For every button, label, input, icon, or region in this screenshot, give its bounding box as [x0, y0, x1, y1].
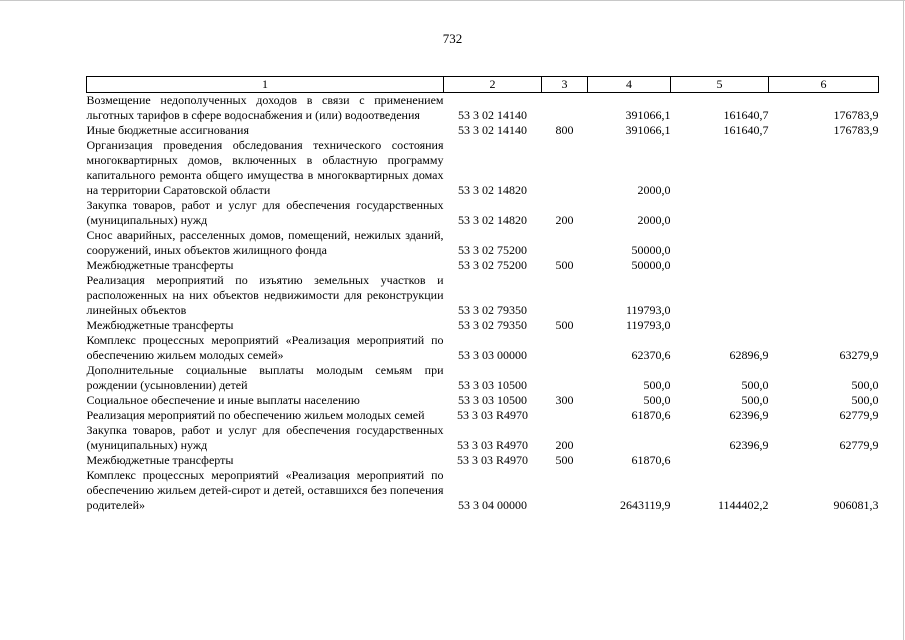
row-expense-type: 200 [555, 213, 574, 227]
row-name: Реализация мероприятий по изъятию земельных участков и расположенных на них объектов недвижимости для реконструкции линейных объектов [86, 273, 444, 317]
row-code: 53 3 03 10500 [458, 393, 527, 407]
table-row [87, 138, 879, 198]
row-code: 53 3 02 14820 [458, 213, 527, 227]
row-expense-type [542, 228, 588, 258]
row-name: Межбюджетные трансферты [86, 318, 234, 332]
row-value-2023: 500,0 [643, 378, 671, 392]
row-value-2023: 119793,0 [625, 318, 671, 332]
row-value-2023: 50000,0 [631, 243, 671, 257]
table-row [87, 453, 879, 468]
row-expense-type [542, 93, 588, 124]
row-name: Комплекс процессных мероприятий «Реализация мероприятий по обеспечению жильем детей-сирот и детей, оставшихся без попечения родителей» [86, 468, 444, 512]
row-name: Организация проведения обследования технического состояния многоквартирных домов, включенных в областную программу капитального ремонта общего имущества в многоквартирных домах на территории Саратовской области [86, 138, 444, 197]
row-value-2024 [671, 273, 769, 318]
row-code: 53 3 02 14820 [458, 183, 527, 197]
row-code: 53 3 03 R4970 [456, 408, 528, 422]
table-row [87, 468, 879, 513]
row-expense-type: 300 [555, 393, 574, 407]
row-name: Иные бюджетные ассигнования [86, 123, 249, 137]
row-value-2025: 176783,9 [833, 108, 879, 122]
row-code: 53 3 04 00000 [458, 498, 527, 512]
column-header-1: 1 [87, 77, 444, 93]
column-header-6: 6 [769, 77, 879, 93]
row-code: 53 3 02 14140 [458, 123, 527, 137]
row-name: Реализация мероприятий по обеспечению жильем молодых семей [86, 408, 425, 422]
row-expense-type: 500 [555, 258, 574, 272]
row-name: Закупка товаров, работ и услуг для обеспечения государственных (муниципальных) нужд [86, 423, 444, 452]
row-expense-type [542, 363, 588, 393]
row-value-2024: 161640,7 [723, 123, 769, 137]
row-value-2023: 391066,1 [625, 123, 671, 137]
row-code: 53 3 03 R4970 [456, 453, 528, 467]
table-row [87, 198, 879, 228]
table-row [87, 228, 879, 258]
row-value-2025: 62779,9 [839, 438, 879, 452]
budget-table [86, 76, 879, 513]
table-row [87, 408, 879, 423]
row-expense-type [542, 333, 588, 363]
row-value-2024: 1144402,2 [717, 498, 769, 512]
row-expense-type: 200 [555, 438, 574, 452]
row-name: Комплекс процессных мероприятий «Реализация мероприятий по обеспечению жильем молодых семей» [86, 333, 444, 362]
row-value-2023: 391066,1 [625, 108, 671, 122]
table-header-row [87, 77, 879, 93]
row-value-2025 [769, 273, 879, 318]
row-expense-type: 500 [555, 453, 574, 467]
row-value-2023: 2000,0 [637, 183, 671, 197]
table-row [87, 393, 879, 408]
row-value-2025: 500,0 [851, 393, 879, 407]
row-value-2024: 500,0 [741, 393, 769, 407]
row-expense-type [542, 468, 588, 513]
row-code: 53 3 03 00000 [458, 348, 527, 362]
row-code: 53 3 03 R4970 [456, 438, 528, 452]
table-row [87, 333, 879, 363]
row-code: 53 3 02 79350 [458, 318, 527, 332]
row-value-2023: 2643119,9 [619, 498, 671, 512]
row-value-2023: 61870,6 [631, 408, 671, 422]
row-expense-type: 800 [555, 123, 574, 137]
row-name: Закупка товаров, работ и услуг для обеспечения государственных (муниципальных) нужд [86, 198, 444, 227]
row-value-2024 [671, 228, 769, 258]
page-number: 732 [442, 31, 463, 46]
row-value-2024: 500,0 [741, 378, 769, 392]
table-row [87, 423, 879, 453]
table-row [87, 273, 879, 318]
row-value-2025: 500,0 [851, 378, 879, 392]
row-code: 53 3 02 14140 [458, 108, 527, 122]
row-name: Снос аварийных, расселенных домов, помещений, нежилых зданий, сооружений, иных объектов жилищного фонда [86, 228, 444, 257]
page-right-edge [903, 0, 904, 640]
row-value-2024: 62896,9 [729, 348, 769, 362]
row-value-2023: 50000,0 [631, 258, 671, 272]
row-value-2025 [769, 318, 879, 333]
column-header-5: 5 [671, 77, 769, 93]
table-row [87, 363, 879, 393]
row-name: Возмещение недополученных доходов в связи с применением льготных тарифов в сфере водоснабжения и (или) водоотведения [86, 93, 444, 122]
row-name: Дополнительные социальные выплаты молодым семьям при рождении (усыновлении) детей [86, 363, 444, 392]
row-value-2023: 500,0 [643, 393, 671, 407]
column-header-4: 4 [588, 77, 671, 93]
row-value-2025 [769, 228, 879, 258]
row-value-2025: 62779,9 [839, 408, 879, 422]
row-value-2025: 906081,3 [833, 498, 879, 512]
table-row [87, 93, 879, 124]
row-value-2023: 119793,0 [625, 303, 671, 317]
row-value-2023 [588, 423, 671, 453]
row-value-2024 [671, 138, 769, 198]
row-value-2024: 161640,7 [723, 108, 769, 122]
row-value-2023: 62370,6 [631, 348, 671, 362]
row-code: 53 3 03 10500 [458, 378, 527, 392]
row-value-2025 [769, 198, 879, 228]
row-expense-type: 500 [555, 318, 574, 332]
row-expense-type [542, 138, 588, 198]
row-code: 53 3 02 79350 [458, 303, 527, 317]
row-value-2024 [671, 198, 769, 228]
row-expense-type [542, 408, 588, 423]
row-code: 53 3 02 75200 [458, 243, 527, 257]
row-name: Межбюджетные трансферты [86, 258, 234, 272]
column-header-3: 3 [542, 77, 588, 93]
table-row [87, 258, 879, 273]
page-top-edge [0, 0, 905, 1]
table-row [87, 123, 879, 138]
row-value-2025: 176783,9 [833, 123, 879, 137]
column-header-2: 2 [444, 77, 542, 93]
table-row [87, 318, 879, 333]
row-name: Межбюджетные трансферты [86, 453, 234, 467]
row-value-2024 [671, 258, 769, 273]
row-value-2025 [769, 258, 879, 273]
row-value-2025: 63279,9 [839, 348, 879, 362]
row-value-2023: 61870,6 [631, 453, 671, 467]
row-value-2024: 62396,9 [729, 438, 769, 452]
row-value-2024 [671, 318, 769, 333]
row-value-2024 [671, 453, 769, 468]
row-name: Социальное обеспечение и иные выплаты населению [86, 393, 360, 407]
row-value-2024: 62396,9 [729, 408, 769, 422]
row-expense-type [542, 273, 588, 318]
row-value-2025 [769, 138, 879, 198]
row-value-2023: 2000,0 [637, 213, 671, 227]
row-code: 53 3 02 75200 [458, 258, 527, 272]
row-value-2025 [769, 453, 879, 468]
